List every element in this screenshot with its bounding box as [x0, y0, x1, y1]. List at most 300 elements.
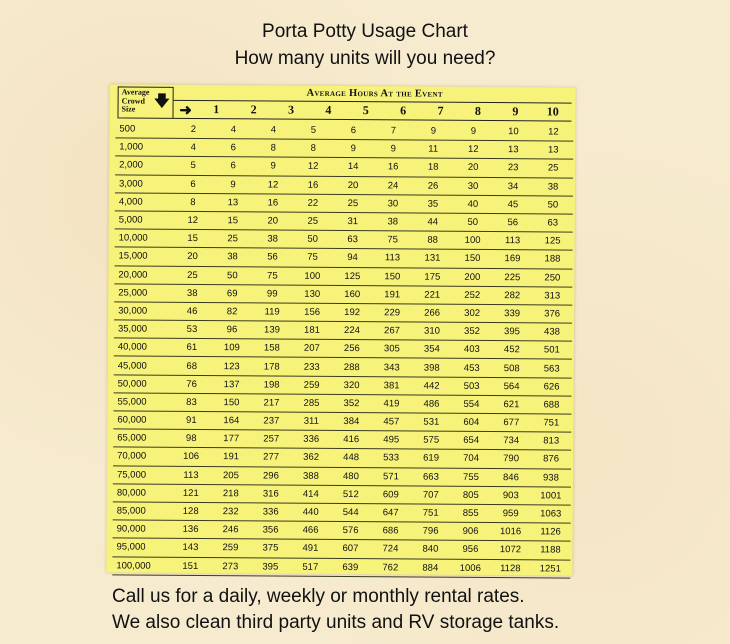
- units-cell: 6: [230, 142, 236, 154]
- units-cell: 1063: [540, 508, 562, 520]
- units-cell: 282: [504, 289, 521, 302]
- units-cell: 250: [544, 272, 561, 284]
- units-cell: 663: [423, 471, 439, 483]
- units-cell: 956: [462, 544, 479, 556]
- units-cell: 30: [387, 198, 399, 210]
- units-cell: 4: [190, 142, 196, 154]
- crowd-size-cell: 70,000: [117, 450, 147, 463]
- units-cell: 440: [302, 506, 319, 518]
- units-cell: 12: [307, 161, 319, 173]
- units-cell: 734: [503, 435, 520, 447]
- units-cell: 688: [543, 399, 560, 411]
- units-cell: 316: [262, 488, 279, 500]
- hour-header-cell: 9: [512, 104, 519, 119]
- arrow-right-icon: ➜: [179, 101, 192, 119]
- units-cell: 619: [423, 453, 440, 465]
- units-cell: 352: [343, 397, 360, 410]
- units-cell: 1128: [500, 562, 521, 574]
- crowd-size-cell: 60,000: [117, 414, 147, 426]
- units-cell: 109: [223, 342, 240, 354]
- units-cell: 38: [186, 287, 198, 299]
- crowd-size-cell: 80,000: [116, 487, 146, 499]
- crowd-size-cell: 100,000: [116, 560, 151, 572]
- units-cell: 607: [342, 543, 359, 555]
- page-title: Porta Potty Usage Chart: [262, 21, 468, 42]
- units-cell: 336: [303, 434, 320, 446]
- units-cell: 288: [343, 361, 360, 373]
- units-cell: 53: [186, 324, 198, 336]
- units-cell: 38: [387, 216, 399, 228]
- units-cell: 855: [462, 507, 479, 519]
- units-cell: 6: [350, 125, 357, 137]
- units-cell: 25: [227, 233, 238, 245]
- units-cell: 1006: [459, 562, 481, 574]
- units-cell: 20: [267, 215, 279, 227]
- units-cell: 1072: [499, 544, 522, 556]
- units-cell: 205: [223, 469, 239, 481]
- hour-header-cell: 6: [400, 103, 407, 118]
- units-cell: 38: [227, 251, 238, 263]
- footer-line-rental: Call us for a daily, weekly or monthly rental rates.: [112, 586, 525, 607]
- crowd-size-cell: 65,000: [117, 432, 147, 444]
- units-cell: 119: [264, 306, 280, 318]
- units-cell: 414: [302, 488, 319, 500]
- units-cell: 18: [427, 162, 439, 174]
- crowd-size-header: [117, 86, 173, 118]
- units-cell: 38: [547, 181, 559, 193]
- units-cell: 381: [383, 380, 400, 392]
- crowd-size-cell: 3,000: [118, 178, 143, 190]
- units-cell: 10: [508, 126, 519, 138]
- footer-note: [112, 584, 559, 636]
- units-cell: 647: [382, 507, 399, 519]
- units-cell: 846: [502, 471, 519, 483]
- crowd-size-cell: 85,000: [116, 505, 146, 517]
- crowd-size-cell: 1,000: [119, 141, 144, 153]
- units-cell: 654: [463, 435, 480, 447]
- units-cell: 677: [503, 417, 520, 429]
- units-cell: 63: [347, 234, 358, 246]
- units-cell: 796: [422, 525, 439, 537]
- units-cell: 840: [422, 543, 439, 556]
- units-cell: 30: [467, 180, 479, 192]
- units-cell: 403: [463, 344, 480, 356]
- units-cell: 31: [347, 216, 359, 228]
- hour-header-cell: 10: [546, 104, 559, 119]
- units-cell: 56: [267, 251, 278, 263]
- units-cell: 8: [190, 196, 196, 208]
- units-cell: 707: [422, 489, 439, 501]
- hour-header-cell: 7: [437, 103, 444, 118]
- hour-header-cell: 2: [250, 102, 257, 117]
- units-cell: 480: [343, 470, 359, 482]
- units-cell: 352: [464, 326, 480, 338]
- crowd-size-cell: 2,000: [119, 159, 143, 172]
- units-cell: 609: [382, 489, 399, 501]
- units-cell: 2: [190, 124, 197, 136]
- units-cell: 575: [423, 434, 440, 446]
- units-cell: 257: [263, 433, 280, 445]
- units-cell: 448: [343, 452, 360, 464]
- units-cell: 233: [303, 361, 320, 373]
- units-cell: 20: [467, 162, 479, 174]
- units-cell: 192: [344, 306, 361, 319]
- units-cell: 26: [427, 180, 439, 192]
- units-cell: 136: [182, 524, 199, 536]
- units-cell: 9: [430, 125, 437, 137]
- crowd-size-cell: 15,000: [118, 250, 148, 263]
- units-cell: 217: [263, 397, 280, 409]
- units-cell: 25: [347, 197, 359, 209]
- units-cell: 16: [387, 161, 399, 173]
- units-cell: 35: [427, 198, 439, 210]
- units-cell: 156: [304, 306, 321, 318]
- units-cell: 150: [223, 397, 240, 409]
- units-cell: 13: [227, 197, 239, 209]
- units-cell: 15: [227, 215, 239, 227]
- hours-header-row: [173, 100, 571, 122]
- units-cell: 906: [462, 526, 479, 538]
- units-cell: 395: [504, 326, 520, 338]
- units-cell: 106: [183, 451, 200, 463]
- crowd-size-cell: 20,000: [118, 269, 148, 281]
- units-cell: 285: [303, 397, 320, 409]
- units-cell: 466: [302, 524, 319, 537]
- units-cell: 305: [383, 343, 400, 355]
- crowd-size-cell: 45,000: [117, 359, 147, 372]
- units-cell: 13: [547, 144, 559, 156]
- crowd-size-cell: 500: [119, 123, 136, 135]
- units-cell: 501: [543, 344, 560, 356]
- units-cell: 8: [310, 143, 316, 155]
- units-cell: 9: [270, 160, 276, 173]
- units-cell: 339: [504, 308, 521, 320]
- units-cell: 724: [382, 543, 399, 555]
- units-cell: 903: [502, 489, 519, 502]
- units-cell: 1001: [540, 490, 562, 502]
- units-cell: 11: [428, 143, 439, 155]
- units-cell: 398: [423, 362, 440, 374]
- units-cell: 1126: [540, 526, 561, 538]
- units-cell: 621: [503, 399, 520, 411]
- units-cell: 876: [543, 453, 560, 465]
- units-cell: 453: [463, 362, 480, 374]
- units-cell: 151: [182, 560, 199, 572]
- crowd-size-cell: 25,000: [118, 287, 148, 299]
- units-cell: 224: [344, 325, 360, 337]
- crowd-size-label: Average Crowd Size: [121, 87, 150, 114]
- units-cell: 20: [347, 179, 359, 191]
- units-cell: 762: [382, 561, 399, 573]
- units-cell: 137: [223, 378, 240, 391]
- units-cell: 395: [262, 561, 279, 573]
- units-cell: 416: [343, 434, 360, 446]
- units-cell: 207: [303, 343, 320, 355]
- units-cell: 164: [223, 415, 240, 427]
- units-cell: 14: [347, 161, 359, 173]
- units-cell: 125: [344, 270, 361, 282]
- units-cell: 6: [230, 160, 236, 172]
- units-cell: 113: [384, 252, 401, 264]
- crowd-size-cell: 90,000: [116, 523, 146, 535]
- units-cell: 354: [423, 343, 440, 356]
- units-cell: 751: [422, 507, 439, 519]
- units-cell: 178: [263, 360, 280, 373]
- units-cell: 12: [548, 126, 559, 138]
- units-cell: 639: [342, 561, 359, 573]
- crowd-size-cell: 50,000: [117, 378, 147, 390]
- units-cell: 125: [544, 235, 561, 247]
- units-cell: 486: [423, 398, 440, 410]
- crowd-size-cell: 75,000: [116, 469, 147, 481]
- units-cell: 9: [230, 178, 236, 190]
- units-cell: 438: [544, 326, 560, 338]
- units-cell: 9: [390, 143, 396, 155]
- hours-title: Average Hours At the Event: [306, 87, 443, 100]
- units-cell: 150: [384, 270, 401, 283]
- units-cell: 40: [467, 198, 479, 210]
- units-cell: 8: [270, 142, 276, 154]
- units-cell: 755: [463, 471, 479, 483]
- units-cell: 25: [307, 215, 319, 227]
- units-cell: 181: [304, 324, 320, 337]
- units-cell: 246: [222, 524, 239, 536]
- units-cell: 225: [504, 271, 521, 283]
- units-cell: 388: [303, 470, 319, 482]
- units-cell: 61: [186, 342, 198, 354]
- units-cell: 259: [303, 379, 320, 391]
- units-cell: 5: [310, 124, 317, 136]
- units-cell: 143: [182, 542, 199, 554]
- units-cell: 1016: [499, 526, 522, 538]
- units-cell: 200: [464, 271, 481, 283]
- units-cell: 45: [507, 199, 519, 211]
- units-cell: 91: [186, 415, 197, 427]
- units-cell: 13: [507, 144, 519, 156]
- units-cell: 130: [304, 288, 321, 300]
- units-cell: 50: [547, 199, 559, 211]
- units-cell: 50: [227, 269, 238, 281]
- units-cell: 94: [347, 252, 358, 264]
- arrow-down-icon: 🡇: [154, 92, 170, 110]
- crowd-size-cell: 10,000: [118, 232, 148, 244]
- units-cell: 311: [303, 415, 319, 427]
- units-cell: 169: [504, 253, 521, 265]
- units-cell: 384: [343, 416, 360, 428]
- units-cell: 1188: [540, 544, 561, 556]
- units-cell: 113: [505, 235, 521, 247]
- units-cell: 267: [384, 325, 400, 337]
- units-cell: 69: [226, 287, 238, 300]
- units-cell: 100: [304, 270, 321, 282]
- units-cell: 88: [427, 234, 438, 246]
- units-cell: 452: [503, 344, 520, 356]
- units-cell: 50: [307, 233, 318, 246]
- units-cell: 805: [462, 489, 479, 501]
- units-cell: 24: [387, 179, 399, 192]
- units-cell: 531: [423, 416, 440, 428]
- units-cell: 626: [543, 381, 560, 393]
- units-cell: 96: [226, 324, 238, 336]
- units-cell: 75: [387, 234, 398, 246]
- units-cell: 50: [467, 216, 479, 228]
- units-cell: 544: [342, 507, 359, 519]
- units-cell: 191: [223, 451, 240, 463]
- units-cell: 44: [427, 216, 439, 228]
- units-cell: 320: [343, 379, 360, 391]
- units-cell: 508: [503, 362, 520, 374]
- units-cell: 959: [502, 508, 519, 520]
- units-cell: 20: [187, 251, 198, 263]
- units-cell: 56: [507, 217, 519, 229]
- usage-table-body: [112, 120, 573, 578]
- hour-header-cell: 4: [325, 102, 332, 117]
- units-cell: 343: [383, 361, 400, 373]
- units-cell: 517: [302, 561, 319, 573]
- crowd-size-cell: 4,000: [118, 196, 143, 208]
- crowd-size-cell: 5,000: [118, 214, 143, 226]
- units-cell: 313: [544, 290, 561, 302]
- units-cell: 25: [187, 269, 198, 281]
- units-cell: 790: [503, 453, 520, 465]
- units-cell: 98: [185, 433, 197, 445]
- units-cell: 751: [543, 417, 560, 429]
- units-cell: 237: [263, 415, 280, 427]
- units-cell: 554: [463, 398, 480, 410]
- units-cell: 75: [267, 270, 278, 282]
- units-cell: 177: [223, 433, 240, 445]
- units-cell: 564: [503, 380, 520, 392]
- units-cell: 266: [424, 307, 441, 319]
- units-cell: 5: [190, 160, 196, 172]
- units-cell: 76: [186, 378, 197, 390]
- units-cell: 128: [182, 505, 199, 518]
- units-cell: 9: [350, 143, 356, 155]
- units-cell: 310: [424, 325, 440, 337]
- units-cell: 188: [544, 253, 561, 265]
- units-cell: 252: [464, 289, 481, 301]
- units-cell: 273: [222, 560, 239, 572]
- units-cell: 12: [267, 179, 279, 191]
- units-cell: 533: [383, 452, 400, 464]
- units-cell: 686: [382, 525, 399, 537]
- hour-header-cell: 8: [474, 103, 482, 118]
- units-cell: 100: [464, 235, 481, 247]
- units-cell: 512: [342, 488, 359, 500]
- units-cell: 296: [263, 470, 279, 482]
- units-cell: 571: [383, 470, 399, 483]
- page-subtitle: How many units will you need?: [234, 48, 496, 69]
- hour-header-cell: 1: [213, 102, 220, 117]
- units-cell: 336: [262, 506, 279, 518]
- units-cell: 229: [384, 307, 401, 319]
- units-cell: 25: [547, 162, 559, 174]
- units-cell: 99: [266, 288, 278, 300]
- units-cell: 256: [343, 343, 360, 355]
- units-cell: 376: [544, 308, 561, 320]
- units-cell: 34: [507, 180, 519, 192]
- units-cell: 123: [223, 360, 240, 372]
- units-cell: 139: [264, 324, 280, 336]
- units-cell: 218: [222, 488, 239, 500]
- units-cell: 6: [190, 178, 196, 190]
- crowd-size-cell: 55,000: [117, 396, 147, 408]
- units-cell: 150: [464, 253, 481, 265]
- units-cell: 75: [307, 252, 318, 264]
- units-cell: 302: [464, 307, 481, 319]
- units-cell: 604: [463, 416, 480, 429]
- units-cell: 813: [543, 435, 560, 447]
- page-header: [0, 18, 730, 72]
- units-cell: 1251: [539, 562, 561, 575]
- units-cell: 419: [383, 398, 400, 410]
- usage-chart-sheet: [106, 84, 575, 575]
- units-cell: 175: [424, 271, 441, 283]
- units-cell: 563: [543, 362, 560, 375]
- units-cell: 277: [263, 451, 280, 464]
- units-cell: 259: [222, 542, 239, 554]
- units-cell: 158: [263, 342, 280, 354]
- units-cell: 495: [383, 434, 400, 446]
- units-cell: 12: [467, 144, 479, 156]
- units-cell: 22: [307, 197, 319, 209]
- table-row: [112, 557, 570, 578]
- crowd-size-cell: 95,000: [116, 541, 146, 554]
- units-cell: 375: [262, 542, 279, 554]
- units-cell: 38: [267, 233, 278, 245]
- units-cell: 15: [187, 233, 198, 245]
- hour-header-cell: 5: [362, 103, 369, 118]
- units-cell: 362: [303, 452, 320, 464]
- units-cell: 46: [186, 305, 198, 317]
- units-cell: 160: [344, 288, 361, 300]
- units-cell: 68: [186, 360, 198, 372]
- units-cell: 491: [302, 543, 319, 555]
- units-cell: 63: [547, 217, 559, 229]
- units-cell: 4: [230, 124, 237, 136]
- units-cell: 221: [424, 289, 441, 301]
- units-cell: 82: [226, 306, 238, 318]
- hour-header-cell: 3: [287, 102, 295, 117]
- units-cell: 131: [424, 252, 441, 265]
- units-cell: 83: [186, 396, 197, 408]
- units-cell: 113: [183, 469, 199, 481]
- units-cell: 704: [463, 453, 480, 465]
- units-cell: 23: [507, 162, 519, 174]
- units-cell: 457: [383, 416, 400, 428]
- units-cell: 198: [263, 379, 280, 391]
- units-cell: 884: [422, 562, 439, 574]
- units-cell: 9: [470, 125, 477, 138]
- footer-line-cleaning: We also clean third party units and RV storage tanks.: [112, 612, 560, 633]
- units-cell: 938: [542, 472, 559, 484]
- crowd-size-cell: 30,000: [118, 305, 148, 317]
- crowd-size-cell: 35,000: [117, 323, 148, 335]
- units-cell: 12: [187, 214, 199, 227]
- units-cell: 503: [463, 380, 480, 392]
- units-cell: 4: [270, 124, 277, 136]
- units-cell: 442: [423, 380, 440, 392]
- units-cell: 16: [267, 197, 279, 209]
- units-cell: 356: [262, 524, 279, 536]
- units-cell: 576: [342, 525, 359, 537]
- units-cell: 7: [390, 125, 397, 137]
- units-cell: 191: [384, 289, 401, 301]
- units-cell: 16: [307, 179, 319, 191]
- units-cell: 232: [222, 506, 239, 518]
- crowd-size-cell: 40,000: [117, 341, 147, 353]
- units-cell: 121: [182, 487, 199, 499]
